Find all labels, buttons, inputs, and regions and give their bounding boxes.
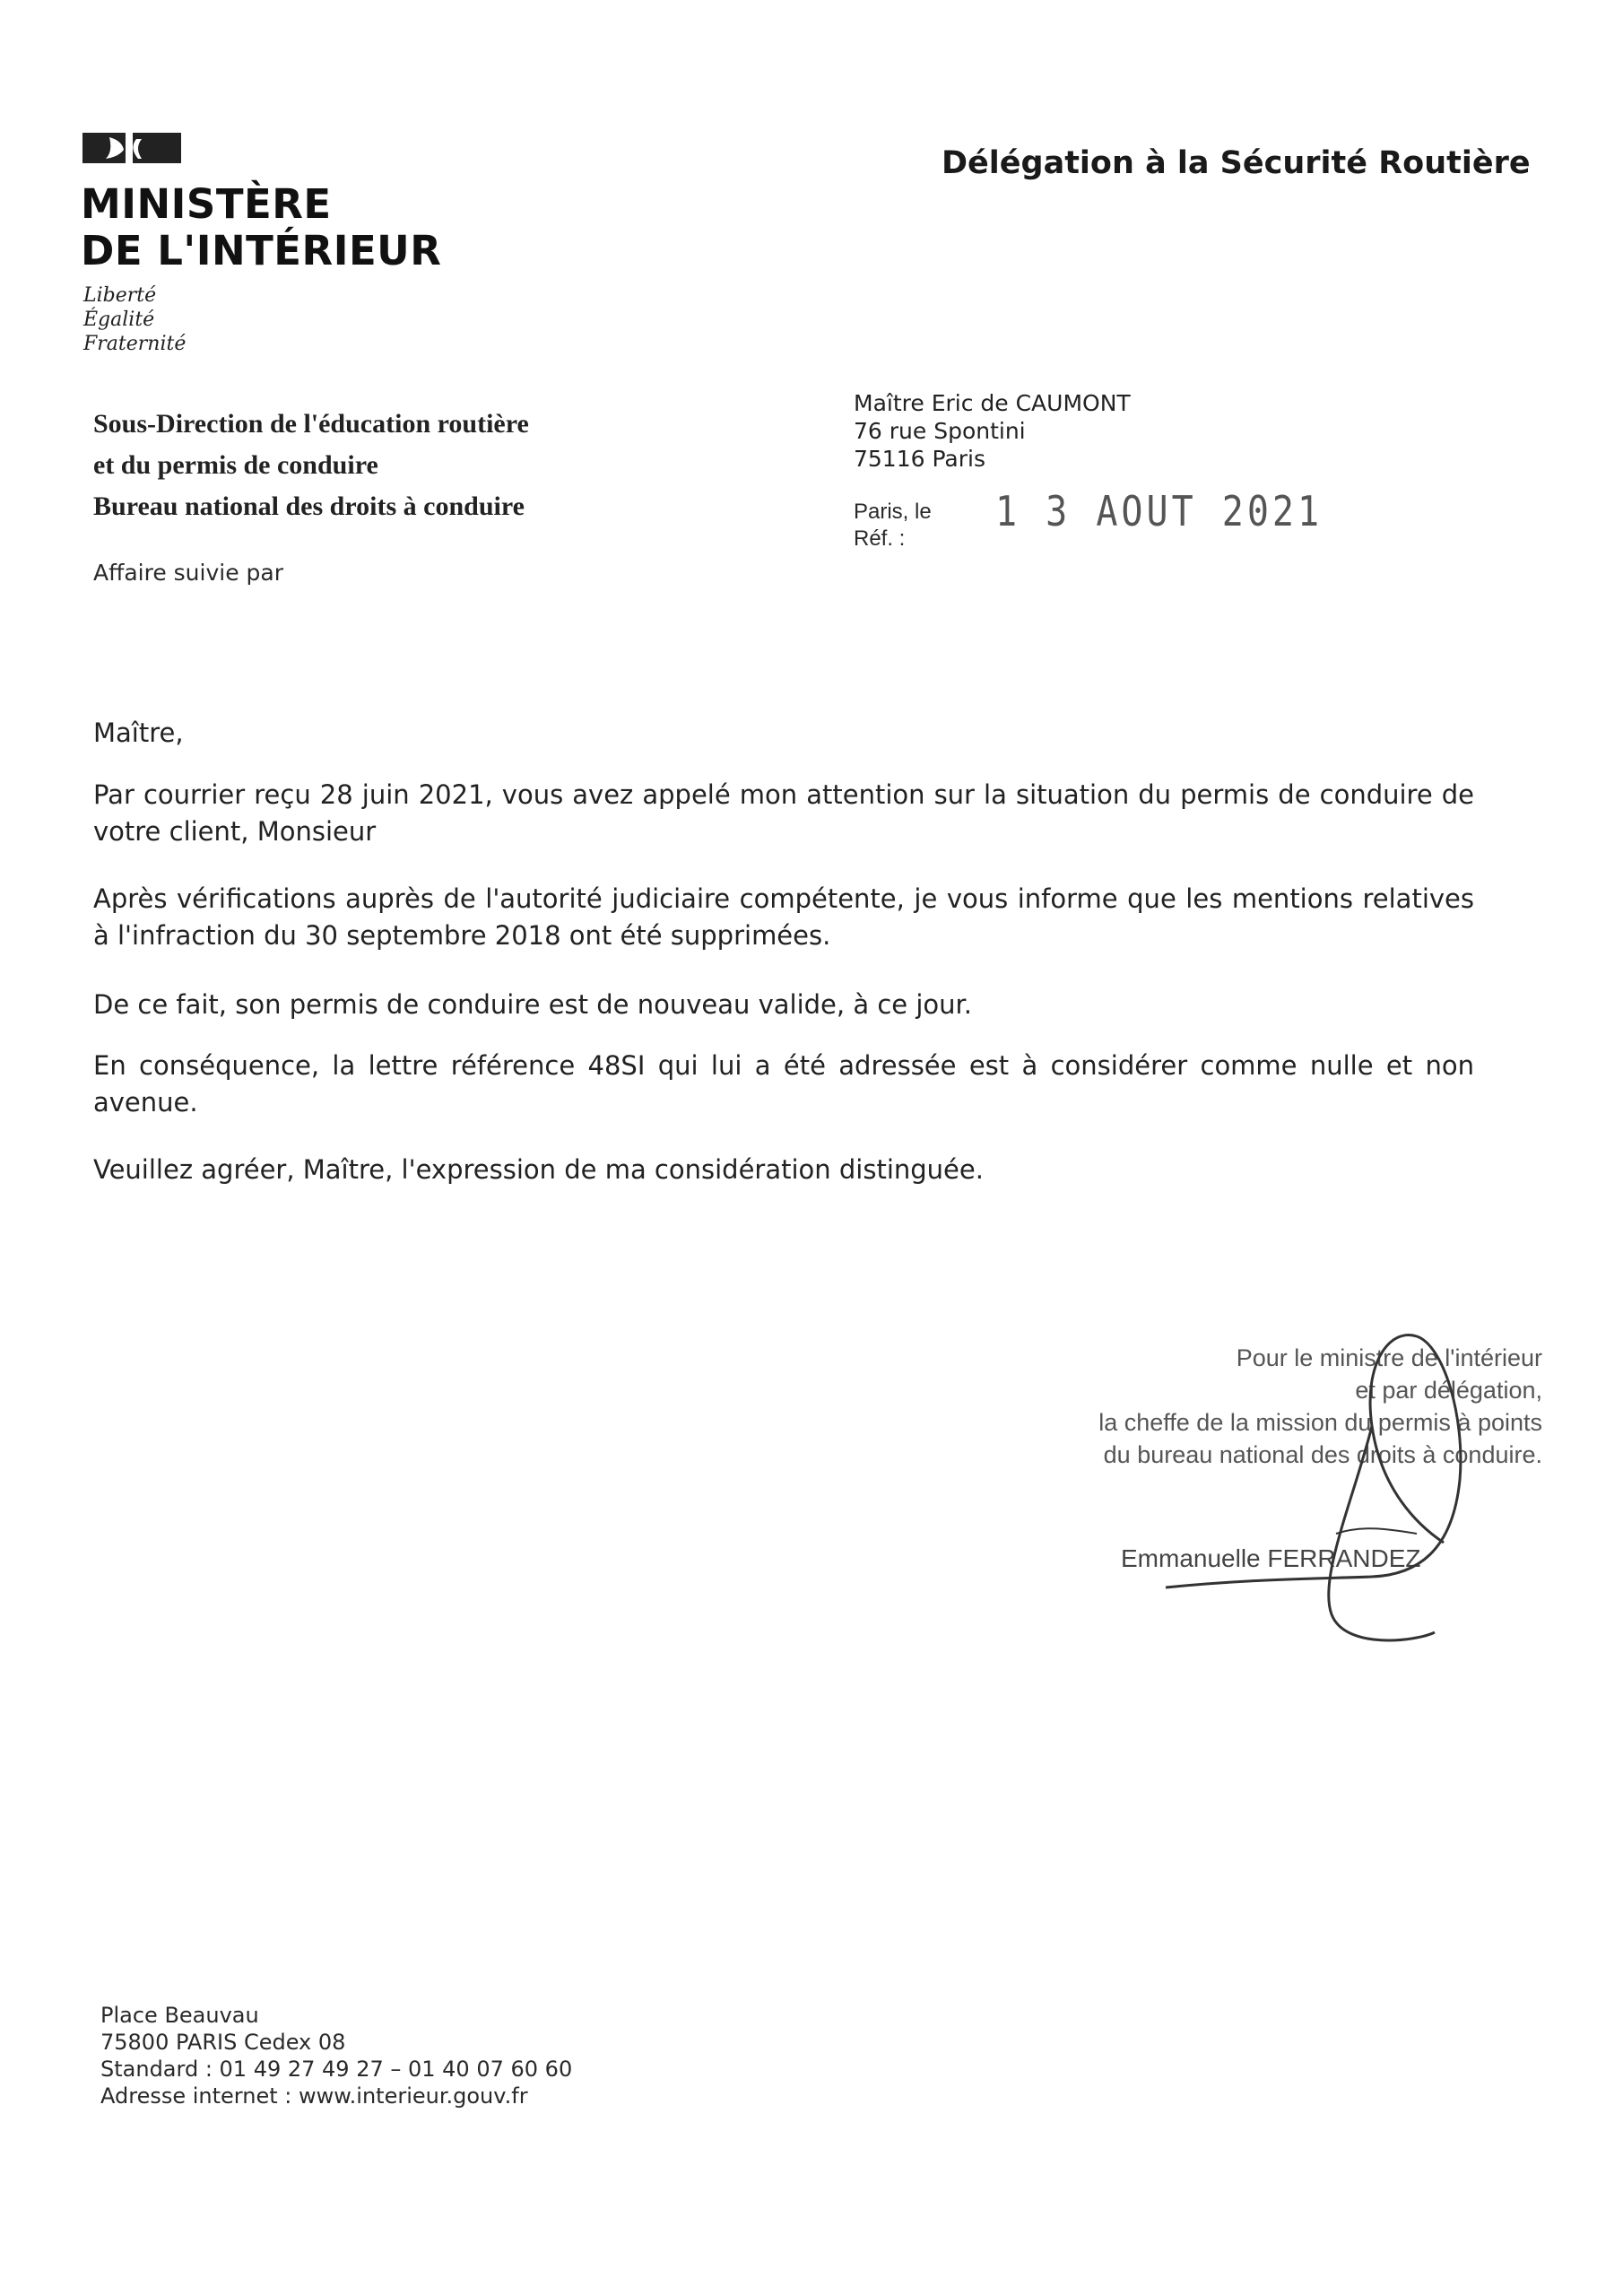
reference-label: Réf. :: [854, 526, 906, 551]
recipient-name: Maître Eric de CAUMONT: [854, 390, 1131, 416]
footer-line-1: Place Beauvau: [100, 2003, 259, 2028]
ministry-name: [81, 181, 441, 274]
paragraph-3: De ce fait, son permis de conduire est de nouveau valide, à ce jour.: [93, 989, 972, 1020]
motto-liberte: Liberté: [83, 284, 157, 307]
handwritten-signature-icon: [1148, 1309, 1506, 1650]
signatory-name: Emmanuelle FERRANDEZ: [1121, 1544, 1421, 1572]
footer-line-3: Standard : 01 49 27 49 27 – 01 40 07 60 60: [100, 2057, 573, 2082]
delegation-title: Délégation à la Sécurité Routière: [942, 145, 1531, 181]
footer-contact: [100, 2002, 572, 2109]
paragraph-4: En conséquence, la lettre référence 48SI qui lui a été adressée est à considérer comme nulle et non avenue.: [93, 1050, 1474, 1118]
affaire-suivie: Affaire suivie par: [93, 560, 283, 586]
motto-fraternite: Fraternité: [83, 333, 187, 355]
place-label: Paris, le: [854, 500, 932, 524]
ministry-line-1: MINISTÈRE: [81, 180, 332, 228]
paragraph-1: Par courrier reçu 28 juin 2021, vous avez appelé mon attention sur la situation du permis de conduire de votre client, Monsieur: [93, 779, 1474, 847]
footer-line-2: 75800 PARIS Cedex 08: [100, 2030, 346, 2055]
place-date-block: [854, 499, 932, 552]
sender-line-3: Bureau national des droits à conduire: [93, 491, 525, 521]
signature-line-2: et par délégation,: [1355, 1377, 1542, 1404]
recipient-city: 75116 Paris: [854, 446, 985, 472]
footer-line-4: Adresse internet : www.interieur.gouv.fr: [100, 2083, 528, 2109]
republic-motto: [83, 283, 186, 356]
ministry-line-2: DE L'INTÉRIEUR: [81, 227, 442, 274]
salutation: Maître,: [93, 718, 184, 748]
paragraph-2: Après vérifications auprès de l'autorité judiciaire compétente, je vous informe que les mentions relatives à l'infraction du 30 septembre 2018 ont été supprimées.: [93, 883, 1474, 951]
motto-egalite: Égalité: [83, 309, 155, 331]
recipient-street: 76 rue Spontini: [854, 418, 1026, 444]
recipient-address: [854, 389, 1131, 473]
signature-line-3: la cheffe de la mission du permis à points: [1098, 1409, 1542, 1436]
marianne-logo-icon: [82, 130, 186, 166]
signature-line-1: Pour le ministre de l'intérieur: [1236, 1344, 1542, 1371]
signature-line-4: du bureau national des droits à conduire.: [1103, 1441, 1542, 1468]
sender-department: [93, 404, 529, 527]
sender-line-2: et du permis de conduire: [93, 450, 378, 480]
date-stamp: 1 3 AOUT 2021: [995, 488, 1324, 536]
paragraph-5: Veuillez agréer, Maître, l'expression de ma considération distinguée.: [93, 1154, 984, 1185]
sender-line-1: Sous-Direction de l'éducation routière: [93, 409, 529, 439]
